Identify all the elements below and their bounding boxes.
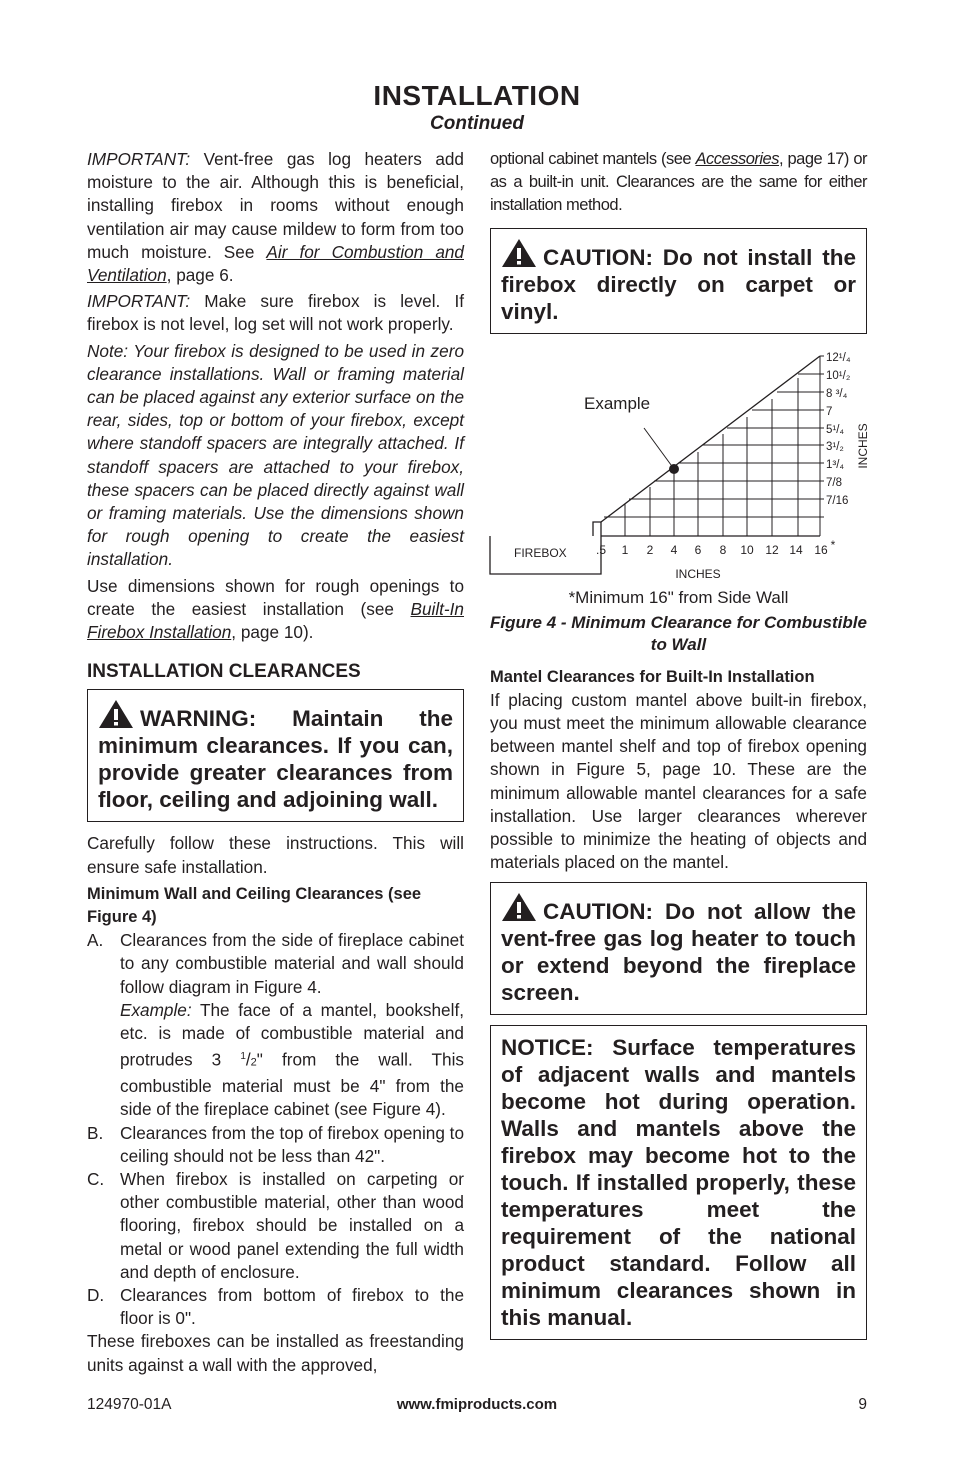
zero-clearance-note: Note: Your firebox is designed to be used in zero clearance installations. Wall or framing material can be placed against any exterior surface on the rear, sides, top or bottom of your firebox, except where standoff spacers are integrally attached. If standoff spacers are attached to your firebox, these spacers can be placed directly against wall or framing materials. Use the dimensions shown for rough opening to create the easiest installation.: [87, 340, 464, 570]
air-combustion-link[interactable]: Air for Combustion and Ventilation: [87, 241, 464, 286]
page-subtitle: Continued: [430, 113, 524, 134]
x-tick: 4: [670, 542, 678, 557]
x-tick: 1: [621, 542, 629, 557]
installation-clearances-heading: INSTALLATION CLEARANCES: [87, 661, 361, 683]
warning-box: WARNING: Maintain the minimum clearances. If you can, provide greater clearances from floor, ceiling and adjoining wall.: [87, 689, 464, 822]
list-item: B. Clearances from the top of firebox opening to ceiling should not be less than 42".: [87, 1122, 464, 1166]
freestanding-paragraph: These fireboxes can be installed as freestanding units against a wall with the approved,: [87, 1331, 464, 1375]
page-title: INSTALLATION: [373, 80, 581, 111]
important-moisture-paragraph: IMPORTANT: Vent-free gas log heaters add moisture to the air. Although this is beneficial, installing firebox in rooms without enough ventilation air may cause mildew to form from too much moisture. See Air for Combustion and Ventilation, page 6.: [87, 149, 464, 286]
list-item: D. Clearances from bottom of firebox to the floor is 0".: [87, 1285, 464, 1329]
figure-caption: Figure 4 - Minimum Clearance for Combustible to Wall: [490, 612, 867, 654]
part-number: 124970-01A: [87, 1396, 172, 1413]
x-tick: .5: [595, 542, 607, 557]
list-item: A. Clearances from the side of fireplace cabinet to any combustible material and wall should follow diagram in Figure 4. Example: The face of a mantel, bookshelf, etc. is made of combustible material and protrudes 3 $^1$/2" from the wall. This combustible material must be 4" from the side of the fireplace cabinet (see Figure 4).: [87, 930, 464, 1120]
warning-icon: [98, 699, 134, 729]
left-column: [87, 148, 464, 1380]
accessories-link[interactable]: Accessories: [695, 150, 779, 168]
y-tick: 12¹/₄: [826, 351, 851, 364]
example-point: [669, 464, 679, 474]
x-tick-star: *: [830, 537, 836, 552]
x-axis-label: INCHES: [675, 566, 721, 581]
important-level-paragraph: IMPORTANT: Make sure firebox is level. If firebox is not level, log set will not work properly.: [87, 291, 464, 335]
warning-icon: [501, 892, 537, 922]
x-tick: 16: [814, 542, 828, 557]
y-tick: 7: [826, 405, 833, 418]
x-tick: 8: [719, 542, 727, 557]
firebox-label: FIREBOX: [514, 545, 567, 560]
warning-icon: [501, 238, 537, 268]
figure-4-diagram: [490, 348, 870, 607]
y-tick: 3¹/₂: [826, 440, 844, 453]
clearance-diagram: [490, 348, 870, 588]
y-tick: 7/8: [826, 476, 842, 489]
min-side-wall-note: *Minimum 16" from Side Wall: [568, 587, 789, 607]
follow-instructions-paragraph: Carefully follow these instructions. This will ensure safe installation.: [87, 833, 464, 877]
y-tick: 1³/₄: [826, 458, 845, 471]
y-tick: 8 ³/₄: [826, 387, 848, 400]
y-ticks: [826, 352, 851, 507]
y-tick: 5¹/₄: [826, 423, 845, 436]
y-tick: 7/16: [826, 494, 849, 507]
y-axis-label: INCHES: [856, 422, 870, 469]
example-label: Example: [584, 393, 651, 413]
x-ticks: [596, 538, 836, 557]
x-tick: 12: [765, 542, 779, 557]
min-clearances-subheading: Minimum Wall and Ceiling Clearances (see Figure 4): [87, 884, 422, 927]
built-in-firebox-link[interactable]: Built-In Firebox Installation: [87, 598, 464, 643]
mantel-clearances-paragraph: If placing custom mantel above built-in firebox, you must meet the minimum allowable clearance between mantel shelf and top of firebox opening shown in Figure 5, page 10. These are the minimum allowable mantel clearances for a safe installation. Use larger clearances wherever possible to minimize the heating of objects and materials placed on the mantel.: [490, 689, 867, 873]
notice-box: NOTICE: Surface temperatures of adjacent walls and mantels become hot during operation. Walls and mantels above the firebox may become hot to the touch. If installed properly, these temperatures meet the requirement of the national product standard. Follow all minimum clearances shown in this manual.: [490, 1025, 867, 1340]
right-column: [490, 148, 870, 1350]
website-link[interactable]: www.fmiproducts.com: [396, 1396, 558, 1413]
list-item: C. When firebox is installed on carpeting or other combustible material, other than wood flooring, firebox should be installed on a metal or wood panel extending the full width and depth of enclosure.: [87, 1169, 464, 1282]
x-tick: 6: [694, 542, 702, 557]
rough-openings-paragraph: Use dimensions shown for rough openings to create the easiest installation (see Built-In Firebox Installation, page 10).: [87, 575, 464, 643]
clearance-list: [87, 929, 464, 1330]
cabinet-mantels-paragraph: optional cabinet mantels (see Accessories, page 17) or as a built-in unit. Clearances are the same for either installation method.: [490, 150, 868, 215]
caution-carpet-box: CAUTION: Do not install the firebox directly on carpet or vinyl.: [490, 228, 867, 334]
y-tick: 10¹/₂: [826, 369, 851, 382]
x-tick: 14: [789, 542, 803, 557]
mantel-clearances-heading: Mantel Clearances for Built-In Installation: [490, 667, 815, 686]
x-tick: 10: [740, 542, 754, 557]
page-number: 9: [858, 1396, 867, 1413]
caution-screen-box: CAUTION: Do not allow the vent-free gas log heater to touch or extend beyond the fireplace screen.: [490, 882, 867, 1015]
x-tick: 2: [646, 542, 654, 557]
